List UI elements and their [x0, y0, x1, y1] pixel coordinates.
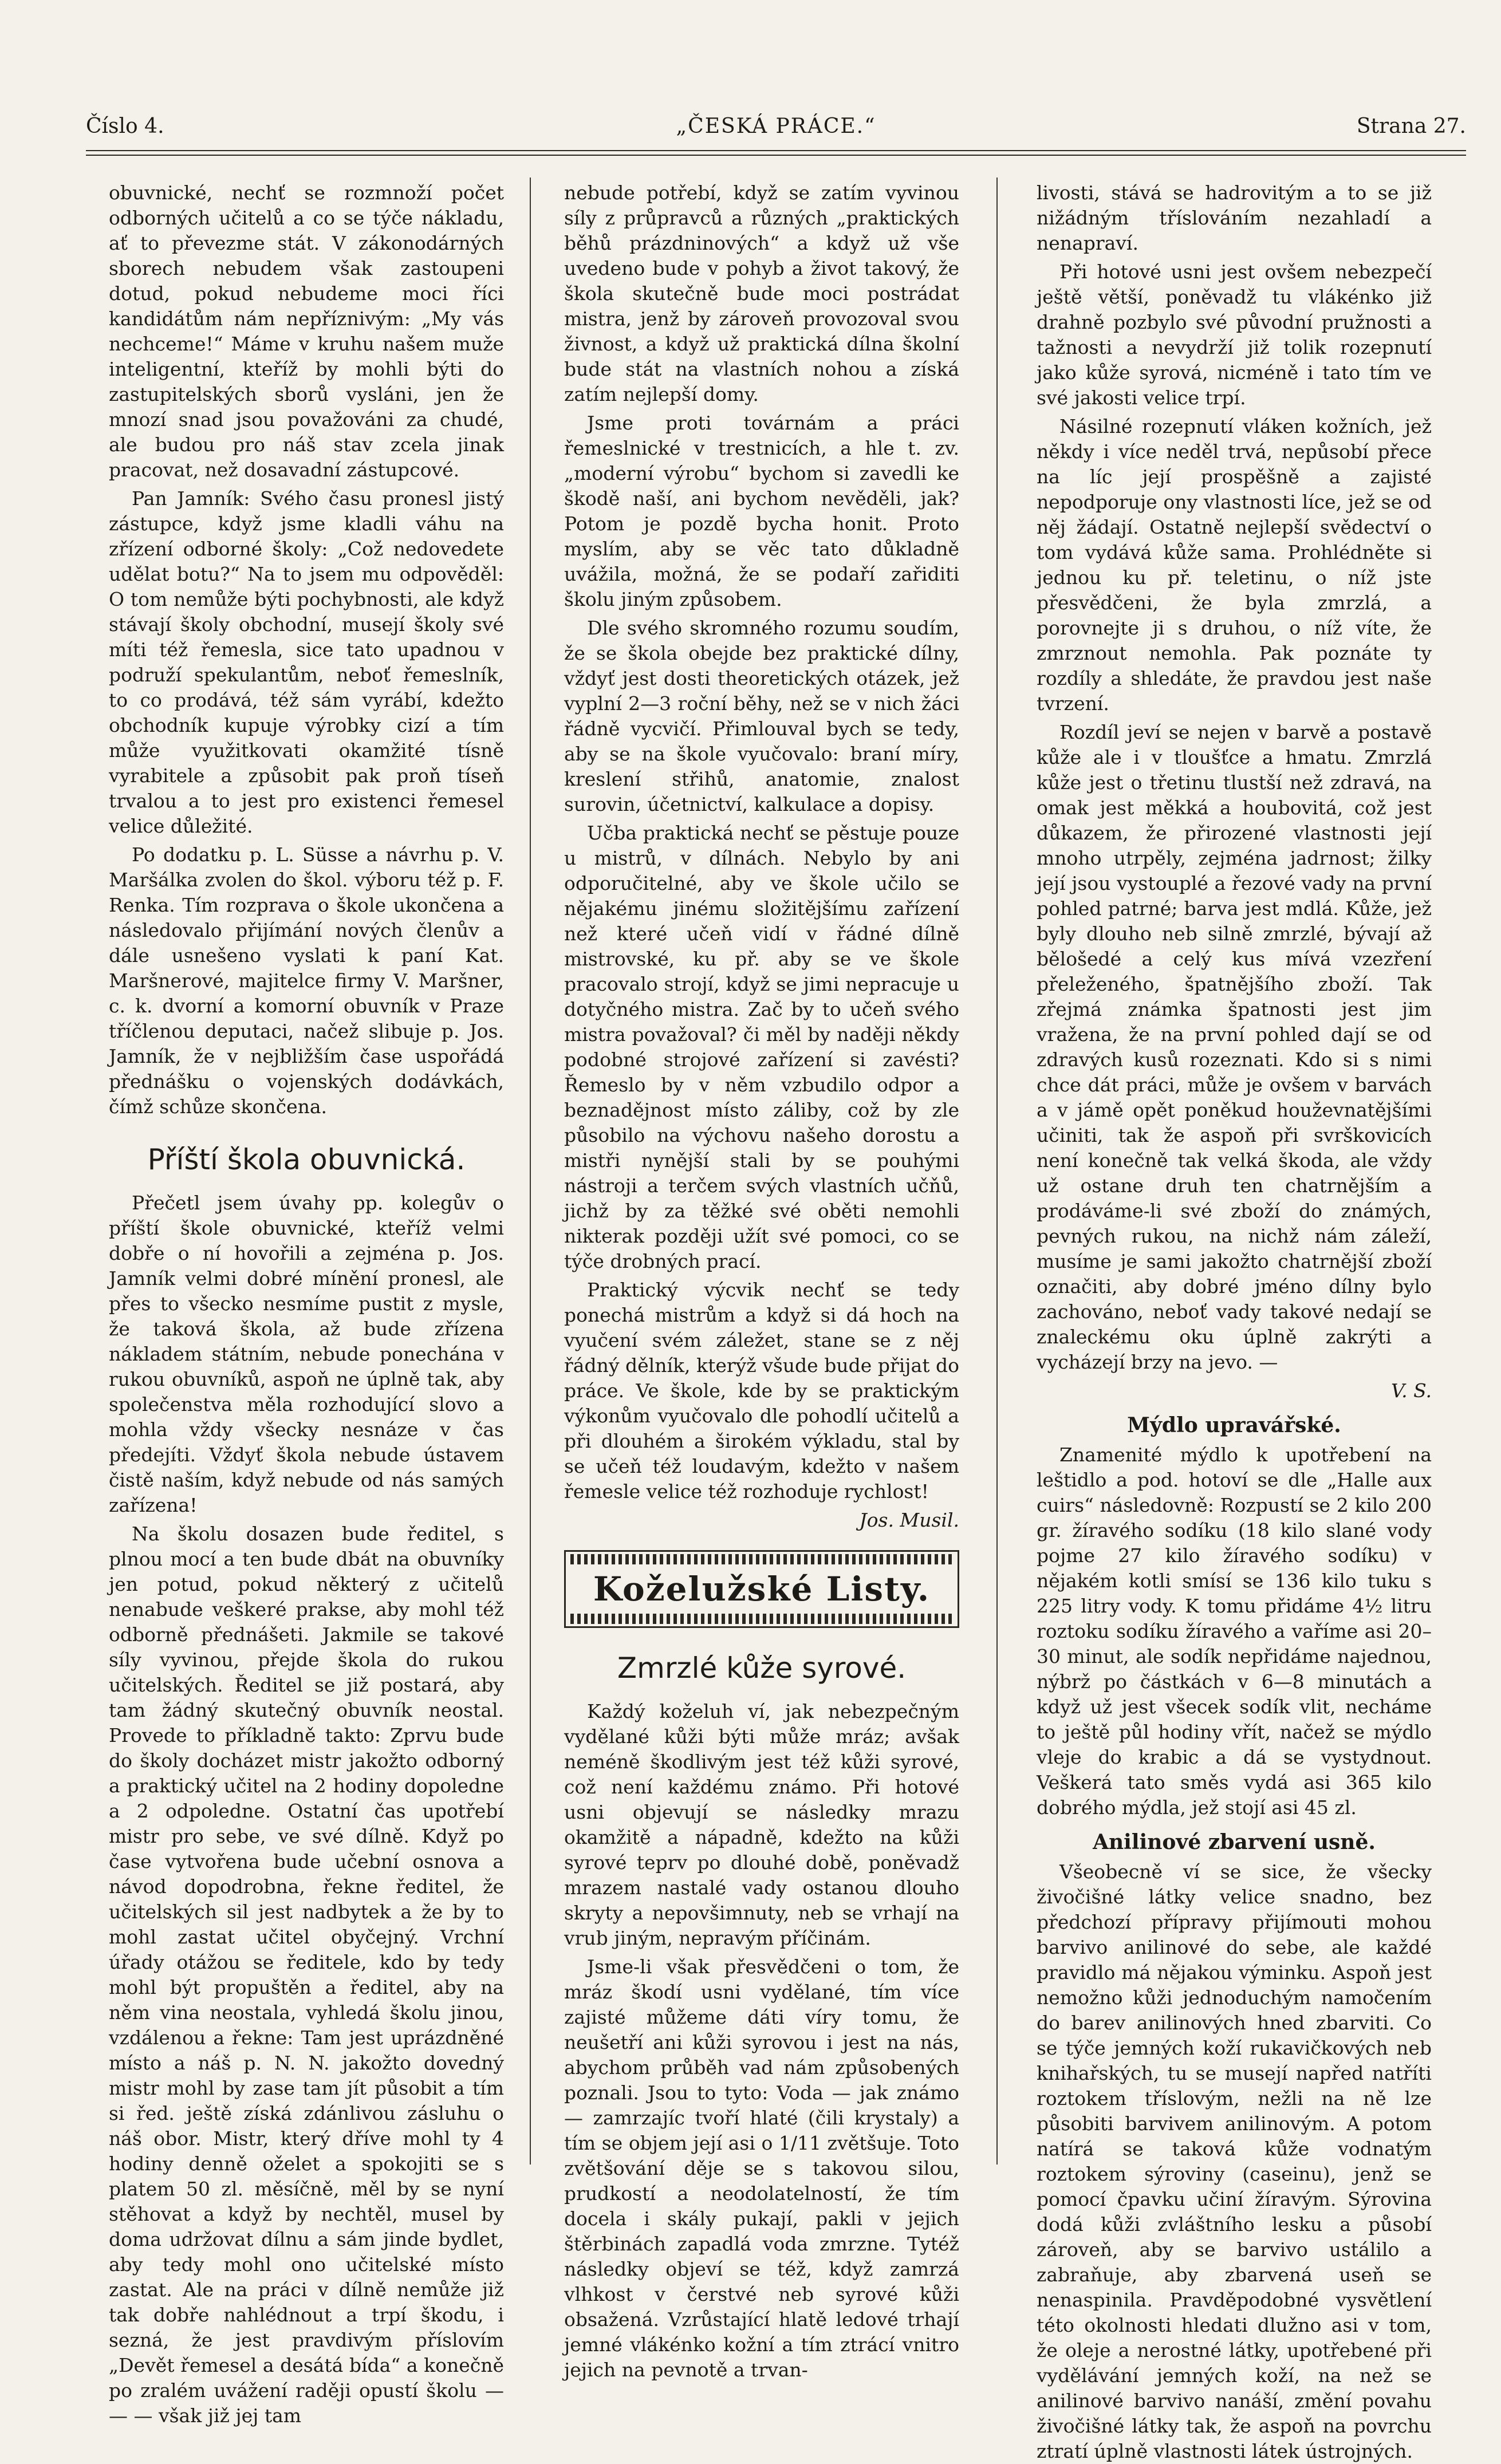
- paragraph: Jsme-li však přesvědčeni o tom, že mráz škodí usni vydělané, tím více zajisté můžeme dáti víry tomu, že neušetří ani kůži syrovou i jest na nás, abychom průběh vad nám způsobených poznali. Jsou to tyto: Voda — jak známo — zamrzajíc tvoří hlaté (čili krystaly) a tím se objem její asi o 1/11 zvětšuje. Toto zvětšování děje se s takovou silou, prudkostí a neodolatelností, že tím docela i skály pukají, pakli v jejich štěrbinách zapadlá voda zmrzne. Tytéž následky objeví se též, když zamrzá vlhkost v čerstvé neb syrové kůži obsažená. Vzrůstající hlatě ledové trhají jemné vlákénko kožní a tím ztrácí vnitro jejich na pevnotě a trvan-: [564, 1956, 959, 2381]
- paragraph: Znamenité mýdlo k upotřebení na leštidlo a pod. hotoví se dle „Halle aux cuirs“ následovně: Rozpustí se 2 kilo 200 gr. žíravého sodíku (18 kilo slané vody pojme 27 kilo žíravého sodíku) v nějakém kotli smísí se 136 kilo tuku s 225 litry vody. K tomu přidáme 4½ litru roztoku sodíku žíravého a vaříme asi 20–30 minut, ale sodík nepřidáme najednou, nýbrž po částkách v 6—8 minutách a když už jest všecek sodík vlit, necháme to ještě půl hodiny vřít, načež se mýdlo vleje do krabic a dá se vystydnout. Veškerá tato směs vydá asi 365 kilo dobrého mýdla, jež stojí asi 45 zl.: [1037, 1444, 1432, 1819]
- paragraph: Rozdíl jeví se nejen v barvě a postavě kůže ale i v tloušťce a hmatu. Zmrzlá kůže jest o třetinu tlustší než zdravá, na omak jest měkká a houbovitá, což jest důkazem, že přirozené vlastnosti její mnoho utrpěly, zejména jadrnost; žilky její jsou vystouplé a řezové vady na první pohled patrné; barva jest mdlá. Kůže, jež byly dlouho neb silně zmrzlé, bývají až bělošedé a celý kus mívá vzezření přeleženého, špatnějšího zboží. Tak zřejmá známka špatnosti jest jim vražena, že na první pohled dají se od zdravých kusů rozeznati. Kdo si s nimi chce dát práci, může je ovšem v barvách a v jámě opět poněkud houževnatějšími učiniti, tak že aspoň při svrškovicích není konečně tak velká škoda, ale vždy už ostane druh ten chatrnějším a prodáváme-li své zboží do známých, pevných rukou, na nichž nám záleží, musíme je sami jakožto chatrnější zboží označiti, aby dobré jméno dílny bylo zachováno, neboť vady takové nedají se znaleckému oku úplně zakrýti a vycházejí brzy na jevo. —: [1037, 721, 1432, 1373]
- article-heading-aniline: Anilinové zbarvení usně.: [1093, 1830, 1376, 1854]
- column-1: [109, 180, 504, 2427]
- paragraph: Učba praktická nechť se pěstuje pouze u mistrů, v dílnách. Nebylo by ani odporučitelné, aby ve škole učilo se nějakému jinému složitějšímu zařízení než které učeň vidí v řádné dílně mistrovské, ku př. aby se ve škole pracovalo strojí, když se jimi nepracuje u dotyčného mistra. Zač by to učeň svého mistra považoval? či měl by naději někdy podobné strojové zařízení si zavésti? Řemeslo by v něm vzbudilo odpor a beznadějnost místo záliby, což by zle působilo na výchovu našeho dorostu a mistři nynější stali by se pouhými nástroji a terčem svých vlastních učňů, jichž by za těžké své oběti nemohli nikterak později užít své pomoci, co se týče drobných prací.: [564, 822, 959, 1272]
- section-banner: [564, 1550, 959, 1628]
- paragraph: obuvnické, nechť se rozmnoží počet odborných učitelů a co se týče nákladu, ať to převezme stát. V zákonodárných sborech nebudem však zastoupeni dotud, pokud nebudeme moci říci kandidátům nám nepříznivým: „My vás nechceme!“ Máme v kruhu našem muže inteligentní, kteříž by mohli býti do zastupitelských sborů vysláni, jen že mnozí snad jsou považováni za chudé, ale budou pro náš stav zcela jinak pracovat, než dosavadní zástupcové.: [109, 182, 504, 481]
- article-heading-school: Příští škola obuvnická.: [147, 1143, 466, 1176]
- author-signature: Jos. Musil.: [859, 1509, 959, 1531]
- paragraph: Násilné rozepnutí vláken kožních, jež někdy i více neděl trvá, nepůsobí přece na líc její prospěšně a zajisté nepodporuje ony vlastnosti líce, jež se od něj žádají. Ostatně nejlepší svědectví o tom vydává kůže sama. Prohlédněte si jednou ku př. teletinu, o níž jste přesvědčeni, že byla zmrzlá, a porovnejte ji s druhou, o níž víte, že zmrznout nemohla. Pak poznáte ty rozdíly a shledáte, že pravdou jest naše tvrzení.: [1037, 415, 1432, 715]
- header-rule-2: [86, 155, 1466, 156]
- paragraph: Dle svého skromného rozumu soudím, že se škola obejde bez praktické dílny, vždyť jest dosti theoretických otázek, jež vyplní 2—3 roční běhy, než se v nich žáci řádně vycvičí. Přimlouval bych se tedy, aby se na škole vyučovalo: braní míry, kreslení střihů, anatomie, znalost surovin, účetnictví, kalkulace a dopisy.: [564, 617, 959, 815]
- paragraph: Při hotové usni jest ovšem nebezpečí ještě větší, poněvadž tu vlákénko již drahně pozbylo své původní pružnosti a tažnosti a nevydrží již tolik rozepnutí jako kůže syrová, nicméně i tato tím ve své jakosti velice trpí.: [1037, 261, 1432, 409]
- banner-ornament: [570, 1554, 953, 1564]
- journal-title: „ČESKÁ PRÁCE.“: [676, 115, 876, 138]
- paragraph: Po dodatku p. L. Süsse a návrhu p. V. Maršálka zvolen do škol. výboru též p. F. Renka. Tím rozprava o škole ukončena a následovalo přijímání nových členův a dále usnešeno vyslati k paní Kat. Maršnerové, majitelce firmy V. Maršner, c. k. dvorní a komorní obuvník v Praze tříčlenou deputaci, načež slibuje p. Jos. Jamník, že v nejbližším čase uspořádá přednášku o vojenských dodávkách, čímž schůze skončena.: [109, 843, 504, 1118]
- article-heading-soap: Mýdlo upravářské.: [1127, 1413, 1341, 1437]
- paragraph: Jsme proti továrnám a práci řemeslnické v trestnicích, a hle t. zv. „moderní výrobu“ bychom si zavedli ke škodě naší, ani bychom nevěděli, jak? Potom je pozdě bycha honit. Proto myslím, aby se věc tato důkladně uvážila, možná, že se podaří zařiditi školu jiným způsobem.: [564, 412, 959, 610]
- paragraph: livosti, stává se hadrovitým a to se již nižádným tříslováním nezahladí a nenapraví.: [1037, 182, 1432, 254]
- column-3: [1037, 180, 1432, 2462]
- article-heading-frozen: Zmrzlé kůže syrové.: [617, 1651, 907, 1685]
- column-divider-1: [530, 178, 531, 2165]
- issue-number: Číslo 4.: [86, 115, 164, 138]
- column-divider-2: [996, 178, 998, 2165]
- paragraph: Všeobecně ví se sice, že všecky živočišné látky velice snadno, bez předchozí přípravy přijímouti mohou barvivo anilinové do sebe, ale každé pravidlo má nějakou výminku. Aspoň jest nemožno kůži jednoduchým namočením do barev anilinových hned zbarviti. Co se týče jemných koží rukavičkových neb knihařských, tu se musejí napřed natříti roztokem tříslovým, nežli na ně lze působiti barvivem anilinovým. A potom natírá se taková kůže vodnatým roztokem sýroviny (caseinu), jenž se pomocí čpavku učiní žíravým. Sýrovina dodá kůži zvláštního lesku a působí zároveň, aby se barvivo ustálilo a zabraňuje, aby zbarvená useň se nenaspinila. Pravděpodobné vysvětlení této okolnosti hledati dlužno asi v tom, že oleje a nerostné látky, upotřebené při vydělávání jemných koží, na než se anilinové barvivo nanáší, změní povahu živočišné látky tak, že aspoň na povrchu ztratí úplně vlastnosti látek ústrojných.: [1037, 1860, 1432, 2462]
- paragraph: Praktický výcvik nechť se tedy ponechá mistrům a když si dá hoch na vyučení svém záležet, stane se z něj řádný dělník, kterýž všude bude přijat do práce. Ve škole, kde by se praktickým výkonům vyučovalo dle pohodlí učitelů a při dlouhém a širokém výkladu, stal by se učeň též loudavým, kdežto v našem řemesle velice též rozhoduje rychlost!: [564, 1279, 959, 1503]
- paragraph: Přečetl jsem úvahy pp. kolegův o příští škole obuvnické, kteříž velmi dobře o ní hovořili a zejména p. Jos. Jamník velmi dobré mínění pronesl, ale přes to všecko nesmíme pustit z mysle, že taková škola, až bude zřízena nákladem státním, nebude ponechána v rukou obuvníků, aspoň ne úplně tak, aby společenstva měla rozhodující slovo a mohla vždy všecky nesnáze v čas předejíti. Vždyť škola nebude ústavem čistě naším, když nebude od nás samých zařízena!: [109, 1192, 504, 1516]
- page-number: Strana 27.: [1356, 115, 1466, 138]
- header-rule: [86, 150, 1466, 151]
- paragraph: Na školu dosazen bude ředitel, s plnou mocí a ten bude dbát na obuvníky jen potud, pokud některý z učitelů nenabude veškeré prakse, aby mohl též odborně přednášeti. Jakmile se takové síly vyvinou, přejde škola do rukou učitelských. Ředitel se již postará, aby tam žádný skutečný obuvník neostal. Provede to příkladně takto: Zprvu bude do školy docházet mistr jakožto odborný a praktický učitel na 2 hodiny dopoledne a 2 odpoledne. Ostatní čas upotřebí mistr pro sebe, ve své dílně. Když po čase vytvořena bude učební osnova a návod dopodrobna, řekne ředitel, že učitelských sil jest nadbytek a že by to mohl zastat učitel obyčejný. Vrchní úřady otážou se ředitele, kdo by tedy mohl být propuštěn a ředitel, aby na něm vina neostala, vyhledá školu jinou, vzdálenou a řekne: Tam jest uprázdněné místo a náš p. N. N. jakožto dovedný mistr mohl by zase tam jít působit a tím si řed. ještě získá zdánlivou zásluhu o náš obor. Mistr, který dříve mohl ty 4 hodiny denně oželet a spokojiti se s platem 50 zl. měsíčně, měl by se nyní stěhovat a když by nechtěl, musel by doma udržovat dílnu a sám jinde bydlet, aby tedy mohl ono učitelské místo zastat. Ale na práci v dílně nemůže již tak dobře nahlédnout a trpí škodu, i sezná, že jest pravdivým příslovím „Devět řemesel a desátá bída“ a konečně po zralém uvážení raději opustí školu — — — však již jej tam: [109, 1523, 504, 2427]
- author-signature: V. S.: [1391, 1379, 1432, 1402]
- column-2: [564, 180, 959, 2381]
- banner-ornament: [570, 1614, 953, 1624]
- paragraph: Každý koželuh ví, jak nebezpečným vydělané kůži býti může mráz; avšak neméně škodlivým jest též kůži syrové, což není každému známo. Při hotové usni objevují se následky mrazu okamžitě a nápadně, kdežto na kůži syrové teprv po dlouhé době, poněvadž mrazem nastalé vady ostanou dlouho skryty a nepovšimnuty, neb se vrhají na vrub jiným, nepravým příčinám.: [564, 1700, 959, 1949]
- page-header: [86, 115, 1466, 149]
- paragraph: nebude potřebí, když se zatím vyvinou síly z průpravců a různých „praktických běhů prázdninových“ a když už vše uvedeno bude v pohyb a život takový, že škola skutečně bude moci postrádat mistra, jenž by zároveň provozoval svou živnost, a když už praktická dílna školní bude stát na vlastních nohou a získá zatím nejlepší domy.: [564, 182, 959, 405]
- banner-title: Koželužské Listy.: [593, 1570, 931, 1609]
- paragraph: Pan Jamník: Svého času pronesl jistý zástupce, když jsme kladli váhu na zřízení odborné školy: „Což nedovedete udělat botu?“ Na to jsem mu odpověděl: O tom nemůže býti pochybnosti, ale když stávají školy obchodní, musejí školy své míti též řemesla, sice tato upadnou v podruží spekulantům, neboť řemeslník, to co prodává, též sám vyrábí, kdežto obchodník kupuje výrobky cizí a tím může využitkovati okamžité tísně vyrabitele a způsobit pak proň tíseň trvalou a to jest pro existenci řemesel velice důležité.: [109, 487, 504, 837]
